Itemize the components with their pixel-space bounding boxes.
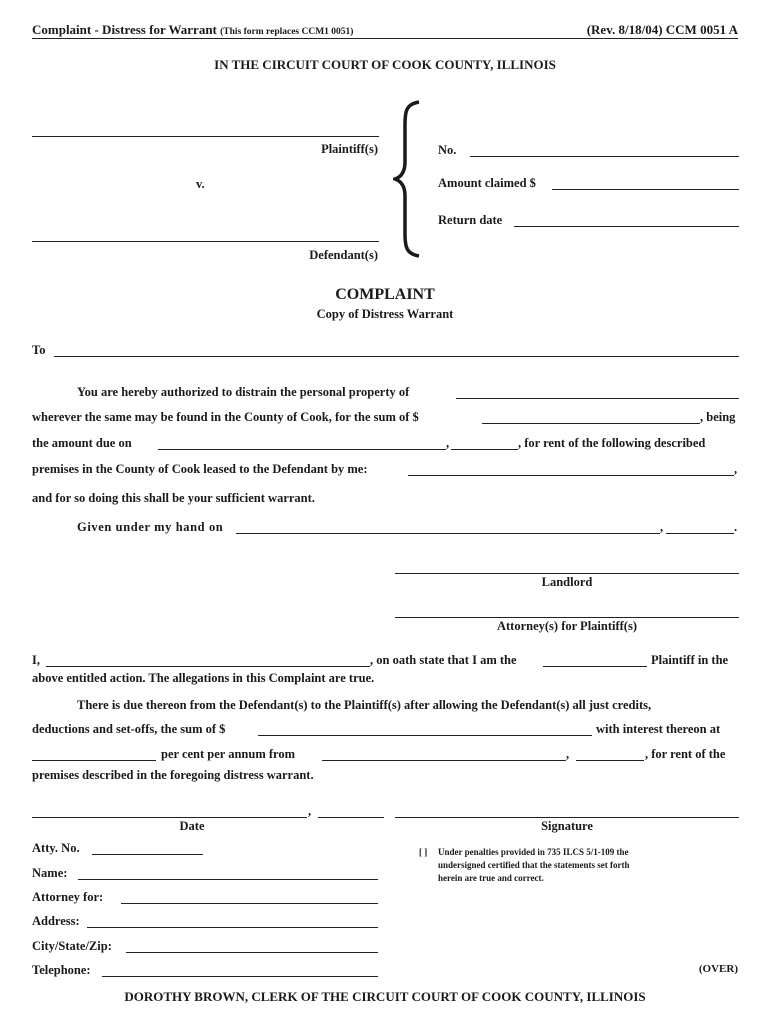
city-field[interactable]	[126, 952, 378, 953]
case-number-label: No.	[438, 143, 457, 157]
return-date-field[interactable]	[514, 226, 739, 227]
interest-rate-field[interactable]	[32, 760, 156, 761]
warrant-line-2-end: , being	[700, 410, 736, 424]
amount-due-date-field[interactable]	[158, 449, 446, 450]
warrant-line-4: premises in the County of Cook leased to the Defendant by me:	[32, 462, 368, 476]
due-line-2-end: with interest thereon at	[596, 722, 721, 736]
attorney-for-label: Attorney for:	[32, 890, 104, 904]
due-sum-field[interactable]	[258, 735, 592, 736]
clerk-footer: DOROTHY BROWN, CLERK OF THE CIRCUIT COURT OF COOK COUNTY, ILLINOIS	[124, 989, 646, 1004]
date-field[interactable]	[32, 817, 307, 818]
oath-i: I,	[32, 653, 40, 667]
defendant-name-line[interactable]	[32, 241, 379, 242]
due-line-1: There is due thereon from the Defendant(s) to the Plaintiff(s) after allowing the Defendant(s) all just credits,	[77, 698, 652, 712]
oath-plaintiff-in: Plaintiff in the	[651, 653, 729, 667]
address-field[interactable]	[87, 927, 378, 928]
affiant-role-field[interactable]	[543, 666, 647, 667]
due-line-4: premises described in the foregoing distress warrant.	[32, 768, 314, 782]
warrant-line-4-comma: ,	[734, 462, 738, 476]
amount-claimed-label: Amount claimed $	[438, 176, 536, 190]
date-year-field[interactable]	[318, 817, 384, 818]
name-label: Name:	[32, 866, 68, 880]
city-label: City/State/Zip:	[32, 939, 112, 953]
versus-label: v.	[196, 177, 205, 191]
to-label: To	[32, 343, 46, 357]
return-date-label: Return date	[438, 213, 503, 227]
warrant-line-2: wherever the same may be found in the County of Cook, for the sum of $	[32, 410, 419, 424]
given-year-field[interactable]	[666, 533, 734, 534]
case-number-field[interactable]	[470, 156, 739, 157]
landlord-label: Landlord	[541, 575, 593, 589]
given-under-hand: Given under my hand on	[77, 520, 224, 534]
given-period: .	[734, 520, 738, 534]
attorney-for-field[interactable]	[121, 903, 378, 904]
warrant-line-3: the amount due on	[32, 436, 132, 450]
warrant-line-5: and for so doing this shall be your sufficient warrant.	[32, 491, 315, 505]
caption-brace	[393, 100, 423, 258]
signature-line[interactable]	[395, 817, 739, 818]
name-field[interactable]	[78, 879, 378, 880]
date-label: Date	[179, 819, 205, 833]
certify-line-1: Under penalties provided in 735 ILCS 5/1-109 the	[438, 847, 629, 857]
telephone-label: Telephone:	[32, 963, 91, 977]
telephone-field[interactable]	[102, 976, 378, 977]
oath-text: , on oath state that I am the	[370, 653, 517, 667]
attorney-label: Attorney(s) for Plaintiff(s)	[496, 619, 637, 633]
due-line-3-comma: ,	[566, 747, 570, 761]
certify-line-3: herein are true and correct.	[438, 873, 544, 883]
given-comma: ,	[660, 520, 664, 534]
amount-due-year-field[interactable]	[451, 449, 518, 450]
affiant-name-field[interactable]	[46, 666, 370, 667]
landlord-signature-line[interactable]	[395, 573, 739, 574]
given-date-field[interactable]	[236, 533, 660, 534]
header-rule	[32, 38, 738, 39]
interest-from-year-field[interactable]	[576, 760, 644, 761]
due-line-3-end: , for rent of the	[645, 747, 726, 761]
warrant-line-3-comma: ,	[446, 436, 450, 450]
form-note: (This form replaces CCM1 0051)	[220, 27, 354, 37]
defendant-label: Defendant(s)	[309, 248, 378, 262]
due-line-2: deductions and set-offs, the sum of $	[32, 722, 226, 736]
warrant-line-1: You are hereby authorized to distrain the personal property of	[77, 385, 410, 399]
plaintiff-label: Plaintiff(s)	[321, 142, 378, 156]
court-name: IN THE CIRCUIT COURT OF COOK COUNTY, ILLINOIS	[214, 57, 556, 72]
certify-line-2: undersigned certified that the statements set forth	[438, 860, 630, 870]
oath-line-2: above entitled action. The allegations in this Complaint are true.	[32, 671, 375, 685]
warrant-line-3-end: , for rent of the following described	[518, 436, 706, 450]
premises-field[interactable]	[408, 475, 734, 476]
document-title: COMPLAINT	[335, 286, 435, 303]
property-owner-field[interactable]	[456, 398, 739, 399]
to-field[interactable]	[54, 356, 739, 357]
plaintiff-name-line[interactable]	[32, 136, 379, 137]
case-number-row	[438, 143, 456, 158]
signature-label: Signature	[541, 819, 593, 833]
address-label: Address:	[32, 914, 80, 928]
certify-checkbox[interactable]: [ ]	[419, 847, 428, 857]
atty-no-label: Atty. No.	[32, 841, 80, 855]
revision-code: (Rev. 8/18/04) CCM 0051 A	[586, 22, 738, 37]
form-title	[32, 22, 353, 38]
sum-field[interactable]	[482, 423, 700, 424]
attorney-signature-line[interactable]	[395, 617, 739, 618]
due-line-3: per cent per annum from	[161, 747, 296, 761]
date-comma: ,	[308, 804, 312, 818]
form-title-text: Complaint - Distress for Warrant	[32, 22, 217, 37]
amount-claimed-field[interactable]	[552, 189, 739, 190]
document-subtitle: Copy of Distress Warrant	[316, 307, 454, 321]
over-label: (OVER)	[698, 963, 738, 975]
interest-from-date-field[interactable]	[322, 760, 566, 761]
atty-no-field[interactable]	[92, 854, 203, 855]
